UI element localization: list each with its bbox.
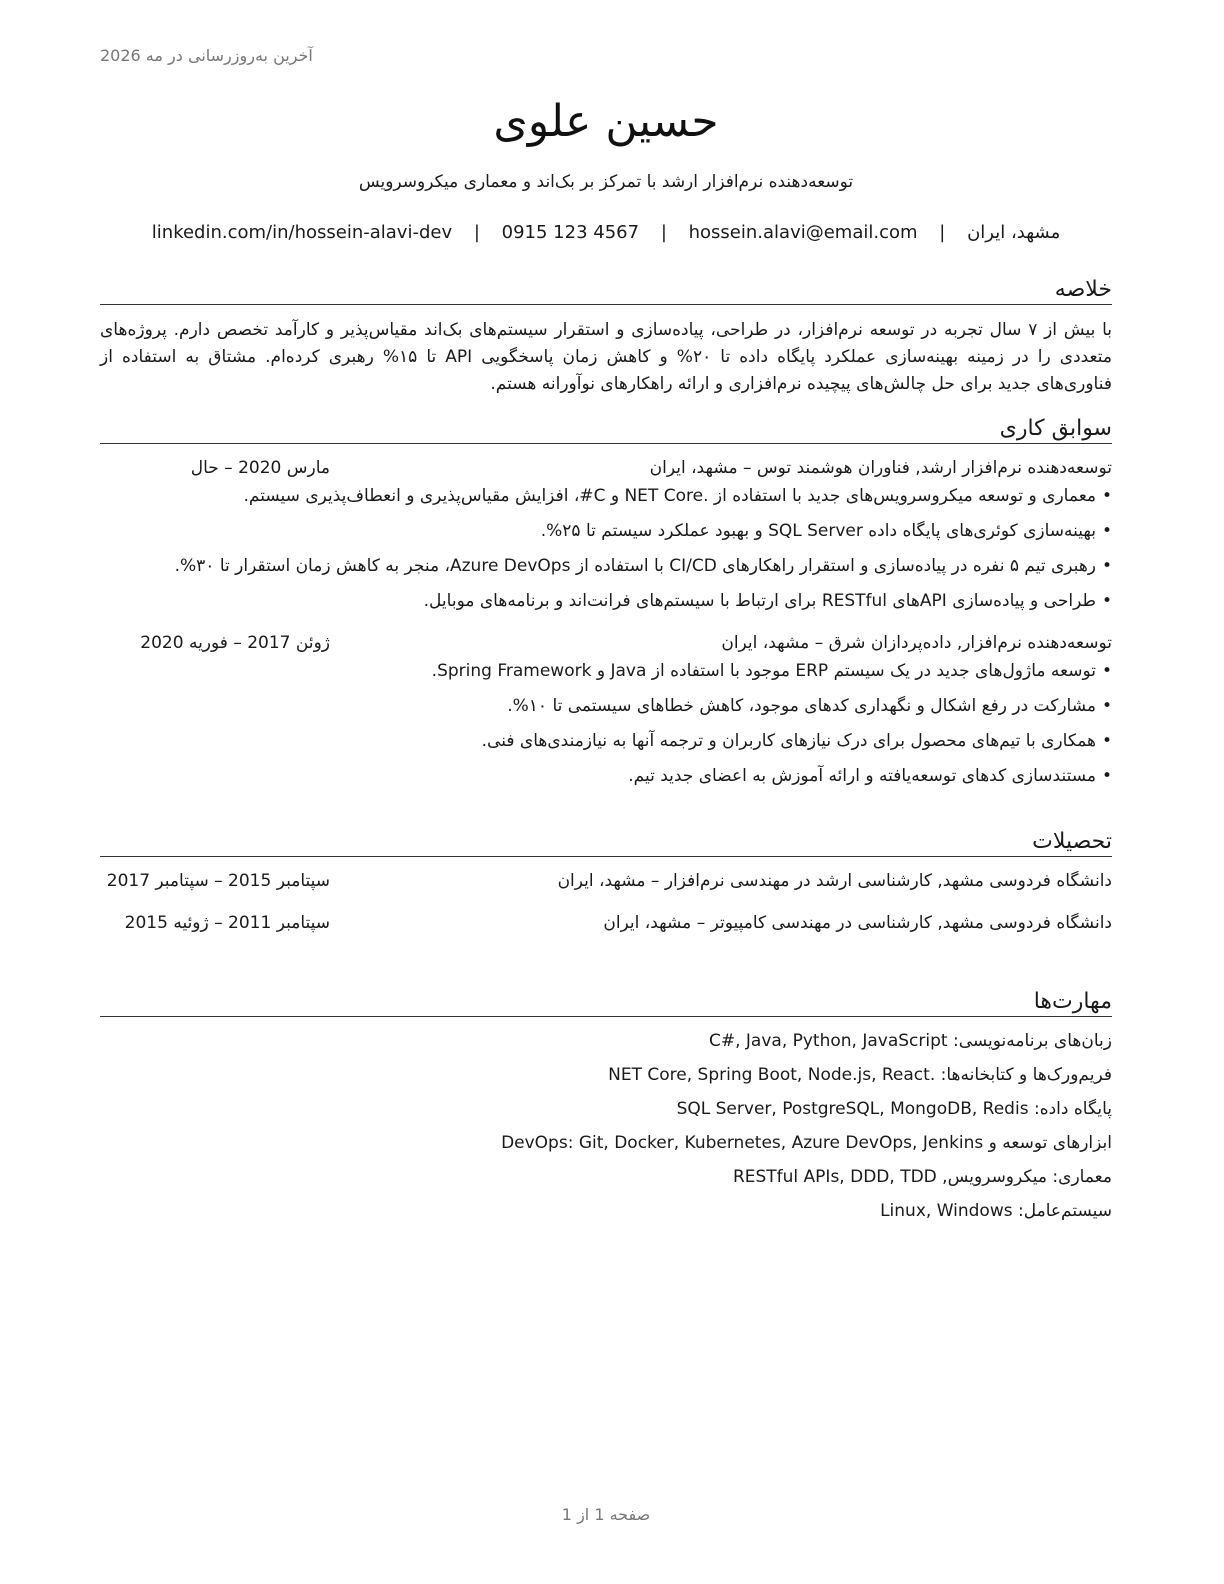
resume-page (100, 0, 1112, 1584)
contact-email[interactable]: hossein.alavi@email.com (688, 222, 918, 243)
education-date: سپتامبر 2011 – ژوئیه 2015 (124, 913, 330, 933)
section-title-skills: مهارت‌ها (100, 988, 1112, 1017)
job-header (100, 456, 1112, 480)
skill-item: معماری: میکروسرویس, RESTful APIs, DDD, TDD (732, 1167, 1112, 1187)
contact-linkedin[interactable]: linkedin.com/in/hossein-alavi-dev (151, 222, 453, 243)
experience-section (100, 415, 1112, 806)
contact-separator: | (473, 222, 480, 243)
job-bullet: • بهینه‌سازی کوئری‌های پایگاه داده SQL Server و بهبود عملکرد سیستم تا ۲۵%. (100, 519, 1112, 543)
candidate-name: حسین علوی (493, 96, 719, 147)
section-title-education: تحصیلات (100, 828, 1112, 857)
job-title: توسعه‌دهنده نرم‌افزار ارشد, فناوران هوشمند توس – مشهد، ایران (649, 458, 1112, 478)
last-updated-note: آخرین به‌روزرسانی در مه 2026 (100, 46, 313, 65)
education-title: دانشگاه فردوسی مشهد, کارشناسی ارشد در مهندسی نرم‌افزار – مشهد، ایران (557, 871, 1112, 891)
skill-item: ابزارهای توسعه و DevOps: Git, Docker, Kubernetes, Azure DevOps, Jenkins (501, 1133, 1112, 1153)
resume-header (100, 92, 1112, 246)
job-bullet: • همکاری با تیم‌های محصول برای درک نیازهای کاربران و ترجمه آنها به نیازمندی‌های فنی. (100, 729, 1112, 753)
job-bullet: • توسعه ماژول‌های جدید در یک سیستم ERP موجود با استفاده از Java و Spring Framework. (100, 659, 1112, 683)
contact-location: مشهد، ایران (967, 222, 1061, 243)
job-bullets (100, 659, 1112, 788)
skill-item: فریم‌ورک‌ها و کتابخانه‌ها: .NET Core, Spring Boot, Node.js, React (608, 1065, 1112, 1085)
job-title: توسعه‌دهنده نرم‌افزار, داده‌پردازان شرق – مشهد، ایران (721, 633, 1112, 653)
job-bullet: • رهبری تیم ۵ نفره در پیاده‌سازی و استقرار راهکارهای CI/CD با استفاده از Azure DevOps، منجر به کاهش زمان استقرار تا ۳۰%. (100, 554, 1112, 578)
job-date: مارس 2020 – حال (190, 458, 330, 478)
summary-section (100, 276, 1112, 398)
contact-line (100, 220, 1112, 246)
skill-item: پایگاه داده: SQL Server, PostgreSQL, MongoDB, Redis (676, 1099, 1112, 1119)
education-section (100, 828, 1112, 953)
education-entry (100, 911, 1112, 935)
job-entry (100, 631, 1112, 788)
summary-text: با بیش از ۷ سال تجربه در توسعه نرم‌افزار، در طراحی، پیاده‌سازی و استقرار سیستم‌های بک‌اند مقیاس‌پذیر و کارآمد تخصص دارم. پروژه‌های متعددی را در زمینه بهینه‌سازی عملکرد پایگاه داده تا ۲۰% و کاهش زمان پاسخگویی API تا ۱۵% رهبری کرده‌ام. مشتاق به استفاده از فناوری‌های جدید برای حل چالش‌های پیچیده نرم‌افزاری و ارائه راهکارهای نوآورانه هستم. (100, 320, 1112, 394)
skills-section (100, 988, 1112, 1233)
section-title-experience: سوابق کاری (100, 415, 1112, 444)
education-date: سپتامبر 2015 – سپتامبر 2017 (106, 871, 330, 891)
education-entry (100, 869, 1112, 893)
job-bullet: • مشارکت در رفع اشکال و نگهداری کدهای موجود، کاهش خطاهای سیستمی تا ۱۰%. (100, 694, 1112, 718)
job-date: ژوئن 2017 – فوریه 2020 (140, 633, 330, 653)
education-title: دانشگاه فردوسی مشهد, کارشناسی در مهندسی کامپیوتر – مشهد، ایران (603, 913, 1112, 933)
job-bullet: • معماری و توسعه میکروسرویس‌های جدید با استفاده از .NET Core و C#، افزایش مقیاس‌پذیری و انعطاف‌پذیری سیستم. (100, 484, 1112, 508)
job-header (100, 631, 1112, 655)
section-title-summary: خلاصه (100, 276, 1112, 305)
job-entry (100, 456, 1112, 613)
contact-phone: 0915 123 4567 (501, 222, 640, 243)
job-bullet: • طراحی و پیاده‌سازی APIهای RESTful برای ارتباط با سیستم‌های فرانت‌اند و برنامه‌های موبایل. (100, 589, 1112, 613)
skills-list (100, 1029, 1112, 1223)
candidate-tagline: توسعه‌دهنده نرم‌افزار ارشد با تمرکز بر بک‌اند و معماری میکروسرویس (358, 172, 854, 192)
job-bullet: • مستندسازی کدهای توسعه‌یافته و ارائه آموزش به اعضای جدید تیم. (100, 764, 1112, 788)
contact-separator: | (939, 222, 946, 243)
page-indicator: صفحه 1 از 1 (561, 1505, 651, 1524)
skill-item: زبان‌های برنامه‌نویسی: C#, Java, Python, JavaScript (708, 1031, 1112, 1051)
contact-separator: | (660, 222, 667, 243)
job-bullets (100, 484, 1112, 613)
skill-item: سیستم‌عامل: Linux, Windows (880, 1201, 1112, 1221)
